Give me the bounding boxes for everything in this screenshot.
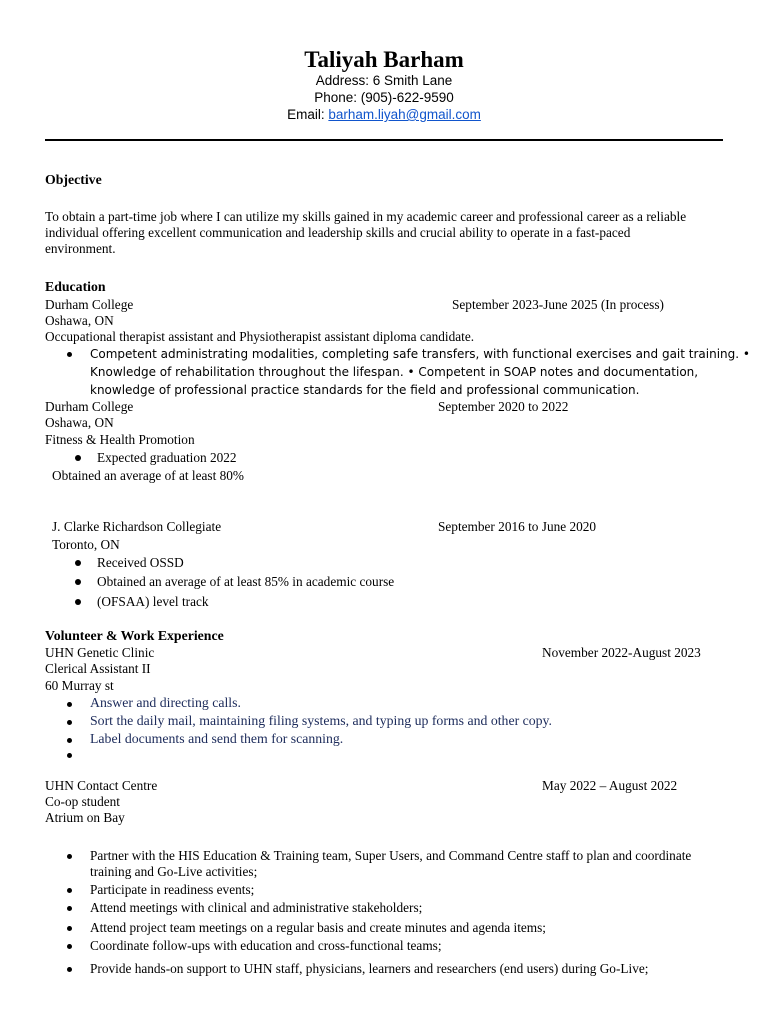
- exp-2-bullet-1a: Partner with the HIS Education & Training team, Super Users, and Command Centre staff to plan and coordinate: [90, 848, 692, 863]
- edu-3-school: J. Clarke Richardson Collegiate: [52, 519, 222, 534]
- bullet-icon: [67, 944, 72, 949]
- exp-1-title: Clerical Assistant II: [45, 661, 151, 676]
- edu-1-program: Occupational therapist assistant and Physiotherapist assistant diploma candidate.: [45, 329, 475, 344]
- email-label: Email:: [287, 107, 329, 122]
- email-link[interactable]: barham.liyah@gmail.com: [328, 107, 481, 122]
- email-line: [0, 106, 768, 123]
- exp-2-dates: May 2022 – August 2022: [542, 778, 678, 793]
- bullet-icon: [67, 926, 72, 931]
- edu-1-bullet-line-3: knowledge of professional practice standards for the field and professional communication.: [90, 383, 640, 397]
- bullet-icon: [67, 888, 72, 893]
- bullet-icon: [75, 599, 81, 605]
- edu-3-bullet-1: Received OSSD: [97, 555, 184, 570]
- exp-1-org: UHN Genetic Clinic: [45, 645, 155, 660]
- objective-line-1: To obtain a part-time job where I can utilize my skills gained in my academic career and professional career as a reliable: [45, 209, 687, 224]
- exp-2-bullet-1b: training and Go-Live activities;: [90, 864, 258, 879]
- bullet-icon: [75, 455, 81, 461]
- bullet-icon: [67, 753, 72, 758]
- bullet-icon: [67, 738, 72, 743]
- exp-2-location: Atrium on Bay: [45, 810, 125, 825]
- exp-1-bullet-3: Label documents and send them for scanning.: [90, 731, 344, 746]
- edu-2-dates: September 2020 to 2022: [438, 399, 569, 414]
- bullet-icon: [67, 702, 72, 707]
- edu-1-dates: September 2023-June 2025 (In process): [452, 297, 664, 312]
- bullet-icon: [67, 352, 72, 357]
- exp-2-bullet-2: Participate in readiness events;: [90, 882, 255, 897]
- objective-line-2: individual offering excellent communication and leadership skills and crucial ability to operate in a fast-paced: [45, 225, 631, 240]
- address-line: Address: 6 Smith Lane: [315, 73, 453, 88]
- bullet-icon: [67, 720, 72, 725]
- header-divider: [45, 139, 723, 141]
- edu-3-bullet-3: (OFSAA) level track: [97, 594, 209, 609]
- bullet-icon: [75, 560, 81, 566]
- exp-1-bullet-2: Sort the daily mail, maintaining filing systems, and typing up forms and other copy.: [90, 713, 552, 728]
- edu-3-dates: September 2016 to June 2020: [438, 519, 597, 534]
- edu-2-note: Obtained an average of at least 80%: [52, 468, 244, 483]
- edu-1-bullet-line-1: Competent administrating modalities, completing safe transfers, with functional exercises and gait training. •: [90, 347, 750, 361]
- exp-1-location: 60 Murray st: [45, 678, 114, 693]
- objective-heading: Objective: [45, 172, 102, 187]
- edu-2-bullet-1: Expected graduation 2022: [97, 450, 237, 465]
- edu-2-location: Oshawa, ON: [45, 415, 114, 430]
- bullet-icon: [67, 967, 72, 972]
- bullet-icon: [67, 854, 72, 859]
- edu-1-school: Durham College: [45, 297, 134, 312]
- education-heading: Education: [45, 279, 106, 294]
- exp-1-bullet-1: Answer and directing calls.: [90, 695, 241, 710]
- bullet-icon: [67, 906, 72, 911]
- edu-3-bullet-2: Obtained an average of at least 85% in academic course: [97, 574, 395, 589]
- objective-line-3: environment.: [45, 241, 116, 256]
- exp-2-bullet-5: Coordinate follow-ups with education and cross-functional teams;: [90, 938, 442, 953]
- exp-2-bullet-6: Provide hands-on support to UHN staff, physicians, learners and researchers (end users) during Go-Live;: [90, 961, 649, 976]
- exp-2-org: UHN Contact Centre: [45, 778, 158, 793]
- edu-3-location: Toronto, ON: [52, 537, 120, 552]
- candidate-name: Taliyah Barham: [304, 47, 464, 72]
- exp-2-title: Co-op student: [45, 794, 120, 809]
- edu-2-program: Fitness & Health Promotion: [45, 432, 195, 447]
- bullet-icon: [75, 579, 81, 585]
- edu-1-location: Oshawa, ON: [45, 313, 114, 328]
- exp-2-bullet-3: Attend meetings with clinical and administrative stakeholders;: [90, 900, 423, 915]
- edu-2-school: Durham College: [45, 399, 134, 414]
- exp-2-bullet-4: Attend project team meetings on a regular basis and create minutes and agenda items;: [90, 920, 546, 935]
- exp-1-dates: November 2022-August 2023: [542, 645, 701, 660]
- experience-heading: Volunteer & Work Experience: [45, 628, 224, 643]
- edu-1-bullet-line-2: Knowledge of rehabilitation throughout the lifespan. • Competent in SOAP notes and documentation,: [90, 365, 699, 379]
- phone-line: Phone: (905)-622-9590: [314, 90, 454, 105]
